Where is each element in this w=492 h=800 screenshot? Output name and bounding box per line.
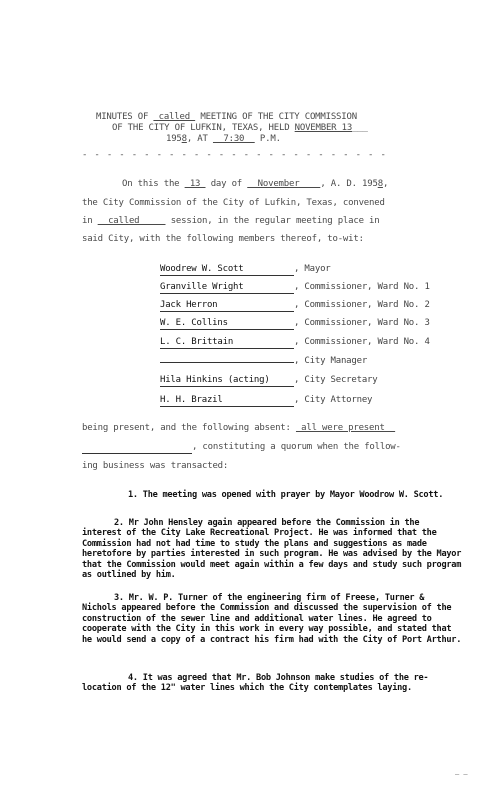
opening-line-1: On this the 13 day of November , A. D. 1958,: [122, 179, 389, 189]
item-4: 4. It was agreed that Mr. Bob Johnson make studies of the re-location of the 12" water lines which the City contemplates laying.: [82, 673, 429, 694]
quorum-line-3: ing business was transacted:: [82, 461, 229, 471]
member-row: W. E. Collins , Commissioner, Ward No. 3: [160, 318, 430, 328]
member-row: Granville Wright , Commissioner, Ward No. 1: [160, 282, 430, 292]
header-divider: - - - - - - - - - - - - - - - - - - - - - - - - -: [82, 150, 387, 160]
member-row: Jack Herron , Commissioner, Ward No. 2: [160, 300, 430, 310]
header-line-2: OF THE CITY OF LUFKIN, TEXAS, HELD NOVEMBER 13___: [112, 123, 368, 133]
corner-mark: – –: [455, 770, 468, 778]
item-2: 2. Mr John Hensley again appeared before the Commission in the interest of the City Lake Recreational Project. He was informed that the Commission had not had time to study the plans and suggestions as made heretofore by parties interested in such program. He was advised by the Mayor that the Commission would meet again within a few days and study such program as outlined by him.: [82, 518, 462, 581]
member-row: L. C. Brittain , Commissioner, Ward No. 4: [160, 337, 430, 347]
opening-line-3: in called session, in the regular meeting place in: [82, 216, 380, 226]
member-row: H. H. Brazil , City Attorney: [160, 395, 373, 405]
opening-line-4: said City, with the following members thereof, to-wit:: [82, 234, 364, 244]
item-3: 3. Mr. W. P. Turner of the engineering firm of Freese, Turner & Nichols appeared before the Commission and discussed the supervision of the construction of the sewer line and additional water lines. He agreed to cooperate with the City in this work in every way possible, and stated that he would send a copy of a contract his firm had with the City of Port Arthur.: [82, 593, 462, 645]
header-line-3: 1958, AT 7:30 P.M.: [166, 134, 281, 144]
member-row: Hila Hinkins (acting) , City Secretary: [160, 375, 378, 385]
header-line-1: MINUTES OF called MEETING OF THE CITY COMMISSION: [96, 112, 357, 122]
member-row: Woodrew W. Scott , Mayor: [160, 264, 331, 274]
member-row: , City Manager: [160, 356, 367, 367]
quorum-line-1: being present, and the following absent: all were present: [82, 423, 396, 433]
item-1: 1. The meeting was opened with prayer by Mayor Woodrow W. Scott.: [128, 490, 444, 500]
opening-line-2: the City Commission of the City of Lufkin, Texas, convened: [82, 198, 385, 208]
quorum-line-2: , constituting a quorum when the follow-: [82, 442, 401, 454]
